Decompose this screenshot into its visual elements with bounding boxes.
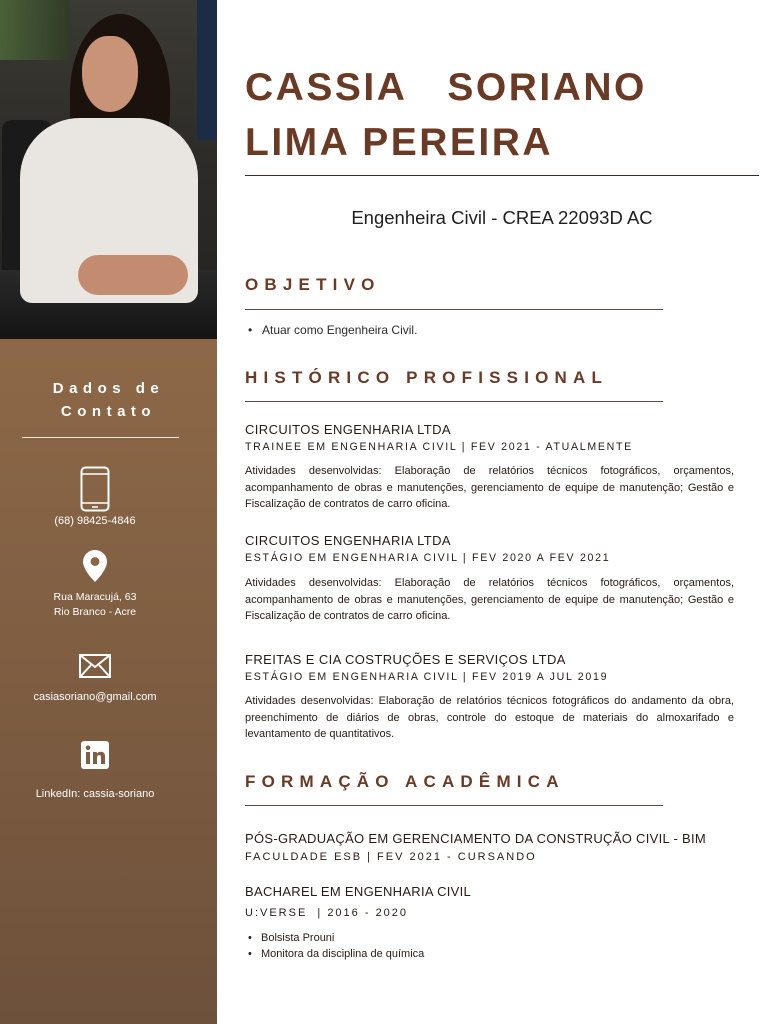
job-company: CIRCUITOS ENGENHARIA LTDA (245, 422, 451, 437)
contact-linkedin[interactable]: LinkedIn: cassia-soriano (35, 788, 155, 800)
sidebar (0, 0, 217, 1024)
education-degree: PÓS-GRADUAÇÃO EM GERENCIAMENTO DA CONSTRUÇÃO CIVIL - BIM (245, 831, 707, 846)
job-description: Atividades desenvolvidas: Elaboração de relatórios técnicos fotográficos, orçamentos, acompanhamento de obras e manutenções, gerenciamento de equipe de manutenção; Gestão e Fiscalização de contratos de carro oficina. (245, 465, 734, 511)
address-line1: Rua Maracujá, 63 (53, 591, 137, 603)
job-description: Atividades desenvolvidas: Elaboração de relatórios técnicos fotográficos do andamento da obra, preenchimento de diários de obras, controle do estoque de materiais do almoxarifado e levantamento de quantitativos. (245, 695, 734, 741)
objective-item: • Atuar como Engenheira Civil. (248, 322, 417, 338)
address-line2: Rio Branco - Acre (53, 606, 137, 618)
education-note: • Bolsista Prouni (248, 932, 334, 944)
job-company: FREITAS E CIA COSTRUÇÕES E SERVIÇOS LTDA (245, 652, 566, 667)
last-name-line2: LIMA PEREIRA (245, 121, 554, 164)
job-description: Atividades desenvolvidas: Elaboração de relatórios técnicos fotográficos, orçamentos, acompanhamento de obras e manutenções, gerenciamento de equipe de manutenção; Gestão e Fiscalização de contratos de carro oficina. (245, 577, 734, 623)
first-name: CASSIA (245, 66, 408, 109)
history-title: HISTÓRICO PROFISSIONAL (245, 368, 609, 387)
envelope-icon (0, 654, 190, 678)
photo-arms (78, 255, 188, 295)
phone-icon (0, 466, 190, 512)
history-divider (245, 401, 663, 402)
job-role: ESTÁGIO EM ENGENHARIA CIVIL | FEV 2019 A JUL 2019 (245, 671, 609, 683)
professional-title: Engenheira Civil - CREA 22093D AC (351, 207, 653, 228)
objective-title: OBJETIVO (245, 275, 381, 294)
contact-divider (22, 437, 179, 438)
contact-address (0, 590, 190, 620)
contact-section-title (0, 377, 217, 423)
contact-title-line2: Contato (60, 403, 157, 420)
linkedin-icon (0, 741, 190, 769)
education-institution: FACULDADE ESB | FEV 2021 - CURSANDO (245, 851, 537, 863)
photo-plant (0, 0, 70, 60)
job-company: CIRCUITOS ENGENHARIA LTDA (245, 533, 451, 548)
full-name (245, 60, 745, 170)
contact-phone[interactable]: (68) 98425-4846 (54, 515, 136, 527)
education-divider (245, 805, 663, 806)
contact-email[interactable]: casiasoriano@gmail.com (33, 691, 157, 703)
education-note: • Monitora da disciplina de química (248, 948, 424, 960)
profile-photo (0, 0, 217, 339)
photo-face (82, 36, 138, 112)
contact-title-line1: Dados de (52, 380, 165, 397)
last-name-line1: SORIANO (447, 66, 647, 109)
name-divider (245, 175, 759, 176)
location-pin-icon (0, 550, 190, 582)
education-degree: BACHAREL EM ENGENHARIA CIVIL (245, 884, 472, 899)
objective-divider (245, 309, 663, 310)
job-role: ESTÁGIO EM ENGENHARIA CIVIL | FEV 2020 A FEV 2021 (245, 552, 611, 564)
photo-window (197, 0, 217, 140)
education-institution: U:VERSE | 2016 - 2020 (245, 907, 409, 919)
job-role: TRAINEE EM ENGENHARIA CIVIL | FEV 2021 - ATUALMENTE (245, 441, 633, 453)
education-title: FORMAÇÃO ACADÊMICA (245, 772, 565, 791)
